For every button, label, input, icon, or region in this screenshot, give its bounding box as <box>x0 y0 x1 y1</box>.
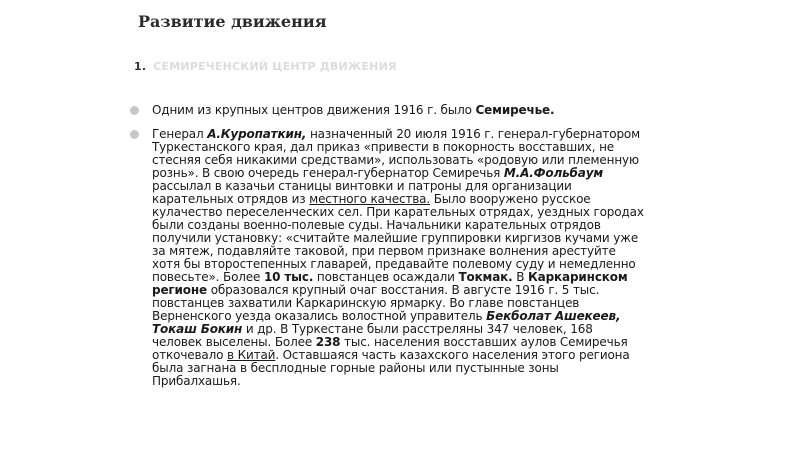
text-run: образовался крупный очаг восстания. В августе 1916 г. 5 тыс. повстанцев захватили Каркаринскую ярмарку. Во главе повстанцев Верненского уезда оказались волостной управитель <box>152 283 600 323</box>
bold-place: Токмак. <box>458 270 513 284</box>
slide-title: Развитие движения <box>138 12 327 31</box>
bullet-icon <box>130 130 139 139</box>
bullet-text-1 <box>152 104 645 117</box>
bullet-list <box>130 104 645 399</box>
bullet-item-1 <box>130 104 645 117</box>
section-subheading <box>134 60 397 73</box>
bold-term: Семиречье. <box>475 103 555 117</box>
text-run: и др. В Туркестане были расстреляны 347 человек, 168 человек выселены. Более <box>152 322 593 349</box>
section-number: 1. <box>134 60 147 73</box>
underlined-term: местного качества. <box>309 192 431 206</box>
bold-place: Каркаринском регионе <box>152 270 628 297</box>
bullet-text-2 <box>152 128 645 388</box>
text-run: рассылал в казачьи станицы винтовки и патроны для организации карательных отрядов из <box>152 179 572 206</box>
underlined-place: в Китай <box>227 348 276 362</box>
text-run: тыс. населения восставших аулов Семиречья откочевало <box>152 335 628 362</box>
text-run: Одним из крупных центров движения 1916 г. было <box>152 103 476 117</box>
person-name: М.А.Фольбаум <box>503 166 604 180</box>
bullet-item-2 <box>130 128 645 388</box>
text-run: В <box>512 270 528 284</box>
bullet-icon <box>130 106 139 115</box>
person-name: А.Куропаткин, <box>207 127 307 141</box>
text-run: Было вооружено русское кулачество переселенческих сел. При карательных отрядах, уездных городах были созданы военно-полевые суды. Начальники карательных отрядов получили установку: «считайте малейшие группировки киргизов кучами уже за мятеж, подавляйте таковой, при первом признаке волнения арестуйте хотя бы второстепенных главарей, предавайте полевому суду и немедленно повесьте». Более <box>152 192 644 284</box>
text-run: Генерал <box>152 127 208 141</box>
bold-number: 238 <box>315 335 341 349</box>
person-name: Бекболат Ашекеев, Токаш Бокин <box>152 309 621 336</box>
text-run: . Оставшаяся часть казахского населения этого региона была загнана в бесплодные горные районы или пустынные зоны Прибалхашья. <box>152 348 630 388</box>
bold-number: 10 тыс. <box>263 270 314 284</box>
text-run: повстанцев осаждали <box>313 270 459 284</box>
text-run: назначенный 20 июля 1916 г. генерал-губернатором Туркестанского края, дал приказ «привести в покорность восставших, не стесняя себя никакими средствами», использовать «родовую или племенную рознь». В свою очередь генерал-губернатор Семиречья <box>152 127 641 180</box>
section-subheading-text: СЕМИРЕЧЕНСКИЙ ЦЕНТР ДВИЖЕНИЯ <box>153 60 397 73</box>
